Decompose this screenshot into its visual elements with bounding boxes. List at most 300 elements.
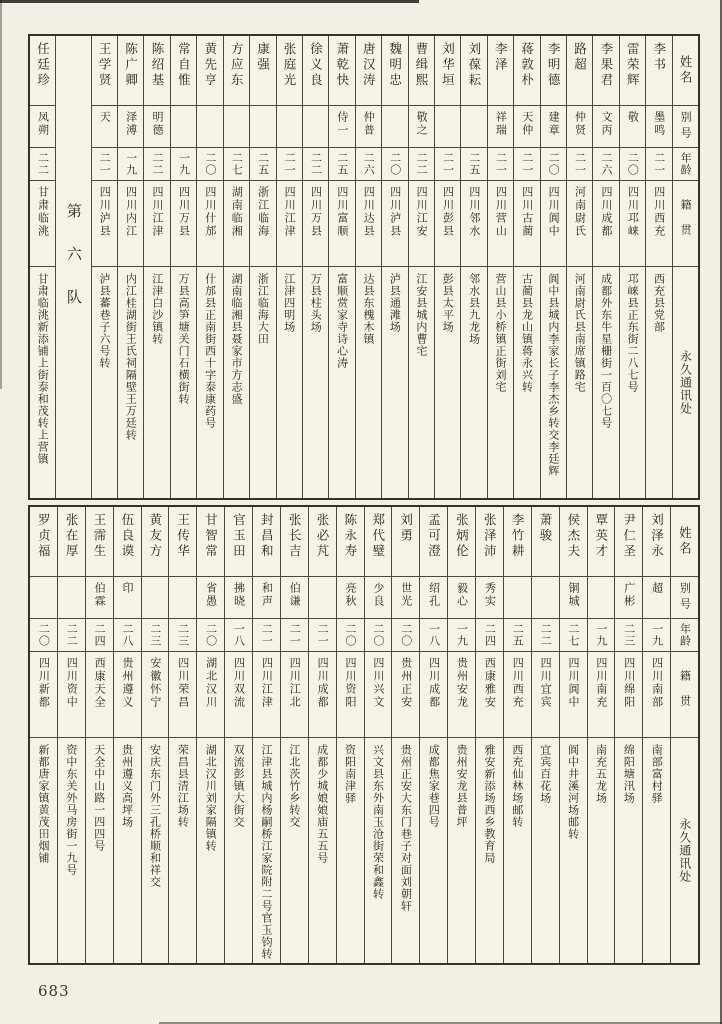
person-address: 河南尉氏县南席镇路宅 — [573, 273, 587, 393]
person-native-place: 西康天全 — [93, 657, 107, 709]
person-alias-cell — [253, 577, 280, 619]
person-address-cell — [144, 267, 169, 498]
person-address: 宜宾百花场 — [538, 744, 552, 804]
person-age: 二〇 — [547, 152, 561, 176]
person-alias: 印 — [120, 582, 134, 595]
person-native-place: 四川江安 — [415, 186, 429, 238]
person-name: 路超 — [572, 42, 588, 73]
person-column — [252, 507, 280, 963]
person-age: 二二 — [36, 152, 50, 176]
person-native-place: 四川富顺 — [335, 186, 349, 238]
page-number: 683 — [38, 982, 70, 1000]
person-name: 覃英才 — [593, 513, 609, 560]
person-age-cell — [144, 148, 169, 181]
person-alias-cell — [435, 106, 460, 148]
person-native-cell — [277, 181, 302, 267]
person-age-cell — [225, 619, 252, 652]
person-name: 徐义良 — [308, 42, 324, 89]
person-address: 江津四明场 — [282, 273, 296, 333]
person-native-cell — [620, 181, 645, 267]
squad-divider-label: 第六队 — [64, 202, 83, 332]
person-alias-cell — [197, 106, 222, 148]
roster-table-top — [28, 34, 700, 500]
person-alias-cell — [281, 577, 308, 619]
person-age-cell — [114, 619, 141, 652]
person-name-cell — [420, 507, 447, 577]
person-name-cell — [435, 36, 460, 106]
person-name-cell — [488, 36, 513, 106]
person-alias: 广彬 — [622, 582, 636, 608]
person-address-cell — [30, 738, 57, 963]
person-column — [503, 507, 531, 963]
person-native-cell — [144, 181, 169, 267]
person-age: 二〇 — [343, 623, 357, 647]
person-name: 王传华 — [175, 513, 191, 560]
person-alias: 铜城 — [566, 582, 580, 608]
person-native-cell — [615, 652, 642, 738]
person-name-cell — [250, 36, 275, 106]
person-alias-cell — [92, 106, 117, 148]
person-age: 二五 — [467, 152, 481, 176]
person-address: 万县柱头场 — [309, 273, 323, 333]
person-address-cell — [309, 738, 336, 963]
person-alias: 泽溥 — [124, 111, 138, 137]
person-address-cell — [169, 738, 196, 963]
person-address-cell — [58, 738, 85, 963]
person-native-place: 四川营山 — [494, 186, 508, 238]
person-name-cell — [169, 507, 196, 577]
person-age: 二七 — [566, 623, 580, 647]
scan-edge-top — [0, 0, 419, 3]
person-name-cell — [365, 507, 392, 577]
person-address-cell — [118, 267, 143, 498]
person-address: 邻水县九龙场 — [467, 273, 481, 345]
person-alias-cell — [567, 106, 592, 148]
person-name-cell — [225, 507, 252, 577]
person-column — [408, 36, 434, 498]
person-age: 二三 — [148, 623, 162, 647]
person-alias: 世光 — [399, 582, 413, 608]
person-alias-cell — [420, 577, 447, 619]
person-alias-cell — [250, 106, 275, 148]
person-alias-cell — [337, 577, 364, 619]
person-address-cell — [567, 267, 592, 498]
person-address-cell — [337, 738, 364, 963]
person-address-cell — [514, 267, 539, 498]
person-name-cell — [92, 36, 117, 106]
header-address-label: 永久通讯处 — [677, 818, 692, 883]
person-name: 雷荣辉 — [625, 42, 641, 89]
person-column — [487, 36, 513, 498]
person-column — [30, 36, 55, 498]
person-address: 彭县太平场 — [441, 273, 455, 333]
person-address-cell — [114, 738, 141, 963]
person-native-place: 四川阆中 — [566, 657, 580, 709]
person-age-cell — [593, 148, 618, 181]
header-name-label: 姓名 — [677, 526, 693, 557]
person-address: 泸县蕃巷子六号转 — [97, 273, 111, 369]
person-name-cell — [560, 507, 587, 577]
person-address-cell — [532, 738, 559, 963]
person-native-place: 贵州正安 — [399, 657, 413, 709]
person-native-place: 四川彭县 — [441, 186, 455, 238]
person-age-cell — [382, 148, 407, 181]
person-native-cell — [281, 652, 308, 738]
person-name: 罗贞福 — [36, 513, 52, 560]
person-alias: 敬之 — [415, 111, 429, 137]
header-age-label: 年龄 — [679, 152, 693, 176]
person-name-cell — [303, 36, 328, 106]
person-age-cell — [329, 148, 354, 181]
person-address-cell — [435, 267, 460, 498]
person-age-cell — [303, 148, 328, 181]
person-name: 李竹耕 — [510, 513, 526, 560]
person-age-cell — [620, 148, 645, 181]
person-age-cell — [646, 148, 671, 181]
person-alias: 建章 — [547, 111, 561, 137]
header-native-label: 籍贯 — [679, 198, 693, 249]
person-native-place: 四川南部 — [650, 657, 664, 709]
person-column — [224, 507, 252, 963]
squad-divider-cell — [56, 36, 90, 498]
person-name: 张泽沛 — [482, 513, 498, 560]
person-alias-cell — [382, 106, 407, 148]
person-column — [328, 36, 354, 498]
person-age: 一九 — [124, 152, 138, 176]
person-address: 阆中县城内李家长子李杰乡转交李廷辉 — [546, 273, 560, 477]
person-native-place: 四川成都 — [599, 186, 613, 238]
person-native-cell — [541, 181, 566, 267]
person-address-cell — [382, 267, 407, 498]
person-age: 二六 — [362, 152, 376, 176]
person-age-cell — [250, 148, 275, 181]
person-name: 康强 — [255, 42, 271, 73]
header-native-cell — [673, 181, 698, 267]
person-address: 成都外东牛星栅街一百〇七号 — [599, 273, 613, 429]
person-native-cell — [365, 652, 392, 738]
person-alias: 仲普 — [362, 111, 376, 137]
person-name-cell — [253, 507, 280, 577]
person-address: 江安县城内曹宅 — [414, 273, 428, 357]
person-column — [308, 507, 336, 963]
person-alias-cell — [171, 106, 196, 148]
person-name-cell — [144, 36, 169, 106]
person-age-cell — [392, 619, 419, 652]
person-column — [460, 36, 486, 498]
header-address-cell — [673, 267, 698, 498]
person-name: 李明德 — [546, 42, 562, 89]
person-name: 唐汉涛 — [361, 42, 377, 89]
person-alias-cell — [646, 106, 671, 148]
header-address-label: 永久通讯处 — [678, 350, 693, 415]
person-name: 孟可澄 — [426, 513, 442, 560]
person-age: 二二 — [309, 152, 323, 176]
person-native-place: 四川江津 — [260, 657, 274, 709]
person-alias-cell — [615, 577, 642, 619]
person-native-cell — [567, 181, 592, 267]
person-native-place: 贵州安龙 — [455, 657, 469, 709]
person-native-place: 四川邻水 — [467, 186, 481, 238]
person-native-place: 四川江津 — [151, 186, 165, 238]
person-address-cell — [560, 738, 587, 963]
scan-edge-left — [0, 0, 2, 389]
person-address-cell — [646, 267, 671, 498]
person-address: 古蔺县龙山镇蒋永兴转 — [520, 273, 534, 393]
person-alias-cell — [224, 106, 249, 148]
person-age-cell — [58, 619, 85, 652]
person-native-place: 四川双流 — [232, 657, 246, 709]
person-alias-cell — [593, 106, 618, 148]
person-address: 贵州正安大东门巷子对面刘朝轩 — [399, 744, 413, 912]
person-native-cell — [58, 652, 85, 738]
person-name-cell — [142, 507, 169, 577]
person-address-cell — [420, 738, 447, 963]
person-age-cell — [224, 148, 249, 181]
person-name-cell — [329, 36, 354, 106]
person-address: 天全中山路一四四号 — [92, 744, 106, 852]
person-address-cell — [197, 738, 224, 963]
person-address: 西充仙林场邮转 — [510, 744, 524, 828]
person-age-cell — [588, 619, 615, 652]
person-address-cell — [448, 738, 475, 963]
person-column — [223, 36, 249, 498]
person-age-cell — [448, 619, 475, 652]
person-name-cell — [476, 507, 503, 577]
person-name: 张庭光 — [282, 42, 298, 89]
person-column — [113, 507, 141, 963]
person-age: 二二 — [415, 152, 429, 176]
header-name-cell — [673, 36, 698, 106]
person-native-place: 四川江北 — [288, 657, 302, 709]
person-alias: 墨鸣 — [652, 111, 666, 137]
person-age: 二一 — [494, 152, 508, 176]
person-age-cell — [253, 619, 280, 652]
person-age-cell — [169, 619, 196, 652]
person-age: 二一 — [520, 152, 534, 176]
person-address-cell — [303, 267, 328, 498]
person-alias-cell — [356, 106, 381, 148]
person-age-cell — [488, 148, 513, 181]
person-address: 泸县通滩场 — [388, 273, 402, 333]
person-native-place: 浙江临海 — [256, 186, 270, 238]
person-native-place: 四川荣昌 — [176, 657, 190, 709]
roster-table-bottom — [28, 505, 700, 965]
person-column — [85, 507, 113, 963]
person-age: 一九 — [177, 152, 191, 176]
header-native-label: 籍贯 — [678, 669, 692, 720]
roster-sheet — [28, 34, 700, 965]
person-alias-cell — [30, 106, 55, 148]
person-address-cell — [253, 738, 280, 963]
person-age-cell — [461, 148, 486, 181]
person-age: 二二 — [65, 623, 79, 647]
person-address: 新都唐家镇黄茂田烟铺 — [37, 744, 51, 864]
person-alias-cell — [86, 577, 113, 619]
person-column — [619, 36, 645, 498]
person-address: 雅安新添场西乡教育局 — [483, 744, 497, 864]
person-age: 二三 — [622, 623, 636, 647]
person-address-cell — [620, 267, 645, 498]
person-native-cell — [92, 181, 117, 267]
person-address-cell — [461, 267, 486, 498]
person-address-cell — [541, 267, 566, 498]
person-native-cell — [420, 652, 447, 738]
header-address-cell — [671, 738, 698, 963]
person-name: 魏明忠 — [387, 42, 403, 89]
person-native-place: 四川万县 — [309, 186, 323, 238]
person-name-cell — [567, 36, 592, 106]
person-name-cell — [58, 507, 85, 577]
person-age-cell — [476, 619, 503, 652]
person-column — [566, 36, 592, 498]
person-native-place: 四川万县 — [177, 186, 191, 238]
person-column — [196, 507, 224, 963]
person-name: 黄友方 — [147, 513, 163, 560]
person-native-place: 四川南充 — [594, 657, 608, 709]
person-name: 李泽 — [493, 42, 509, 73]
person-age: 二〇 — [399, 623, 413, 647]
person-native-cell — [30, 652, 57, 738]
person-name: 张必芃 — [315, 513, 330, 560]
person-age-cell — [92, 148, 117, 181]
person-name-cell — [504, 507, 531, 577]
person-native-cell — [448, 652, 475, 738]
person-alias: 祥瑞 — [494, 111, 508, 137]
person-age-cell — [86, 619, 113, 652]
person-age: 二五 — [256, 152, 270, 176]
person-alias: 毅心 — [455, 582, 469, 608]
person-alias-cell — [643, 577, 670, 619]
person-column — [302, 36, 328, 498]
person-age: 二三 — [176, 623, 190, 647]
person-native-cell — [593, 181, 618, 267]
person-age-cell — [142, 619, 169, 652]
person-age: 二八 — [120, 623, 134, 647]
person-name-cell — [356, 36, 381, 106]
person-column — [475, 507, 503, 963]
person-address-cell — [476, 738, 503, 963]
person-age: 一八 — [232, 623, 246, 647]
person-name-cell — [197, 507, 224, 577]
person-alias: 和声 — [260, 582, 274, 608]
person-address-cell — [409, 267, 434, 498]
person-alias-cell — [541, 106, 566, 148]
person-alias-cell — [409, 106, 434, 148]
header-alias-cell — [673, 106, 698, 148]
person-column — [355, 36, 381, 498]
person-native-cell — [504, 652, 531, 738]
person-address: 江津白沙镇转 — [150, 273, 164, 345]
person-address-cell — [392, 738, 419, 963]
person-native-place: 四川泸县 — [388, 186, 402, 238]
person-native-cell — [476, 652, 503, 738]
person-native-cell — [303, 181, 328, 267]
person-alias: 天仲 — [520, 111, 534, 137]
person-name-cell — [615, 507, 642, 577]
person-address-cell — [92, 267, 117, 498]
person-native-cell — [309, 652, 336, 738]
person-alias: 敬 — [626, 111, 640, 124]
person-native-place: 四川古蔺 — [520, 186, 534, 238]
person-name-cell — [118, 36, 143, 106]
person-column — [170, 36, 196, 498]
person-alias-cell — [588, 577, 615, 619]
person-alias: 天 — [98, 111, 112, 124]
person-address-cell — [356, 267, 381, 498]
person-native-cell — [643, 652, 670, 738]
person-native-cell — [225, 652, 252, 738]
person-address-cell — [615, 738, 642, 963]
person-name: 张在厚 — [64, 513, 80, 560]
person-column — [336, 507, 364, 963]
person-address-cell — [224, 267, 249, 498]
person-column — [592, 36, 618, 498]
person-address-cell — [250, 267, 275, 498]
header-alias-label: 别号 — [679, 110, 693, 143]
person-address-cell — [488, 267, 513, 498]
header-name-cell — [671, 507, 698, 577]
person-name: 陈绍基 — [149, 42, 165, 89]
person-column — [91, 36, 117, 498]
person-name-cell — [409, 36, 434, 106]
person-alias: 少良 — [371, 582, 385, 608]
person-name-cell — [337, 507, 364, 577]
person-age-cell — [435, 148, 460, 181]
person-name: 蒋敦朴 — [519, 42, 535, 89]
person-address-cell — [593, 267, 618, 498]
person-alias-cell — [225, 577, 252, 619]
header-name-label: 姓名 — [678, 55, 694, 86]
table-header-column-bottom — [670, 507, 698, 963]
person-name: 刘勇 — [398, 513, 414, 544]
person-alias-cell — [277, 106, 302, 148]
person-age: 二一 — [316, 623, 330, 647]
person-age-cell — [643, 619, 670, 652]
person-alias-cell — [169, 577, 196, 619]
person-age-cell — [356, 148, 381, 181]
person-address-cell — [365, 738, 392, 963]
person-native-cell — [392, 652, 419, 738]
person-column — [434, 36, 460, 498]
person-native-cell — [250, 181, 275, 267]
person-column — [143, 36, 169, 498]
person-address: 资中东关外马房街一九号 — [64, 744, 78, 876]
person-name: 刘泽永 — [649, 513, 665, 560]
person-age-cell — [30, 619, 57, 652]
person-native-cell — [171, 181, 196, 267]
person-age: 一九 — [455, 623, 469, 647]
header-alias-label: 别号 — [678, 581, 692, 614]
person-native-place: 四川新都 — [37, 657, 51, 709]
person-column — [276, 36, 302, 498]
table-header-column-top — [672, 36, 698, 498]
person-name: 甘智常 — [203, 513, 219, 560]
person-native-cell — [461, 181, 486, 267]
person-address: 荣昌县清江场转 — [176, 744, 190, 828]
person-alias-cell — [620, 106, 645, 148]
person-column — [141, 507, 169, 963]
person-native-place: 四川内江 — [124, 186, 138, 238]
person-age: 二一 — [652, 152, 666, 176]
person-name-cell — [514, 36, 539, 106]
person-age: 二六 — [599, 152, 613, 176]
person-native-cell — [86, 652, 113, 738]
person-alias-cell — [114, 577, 141, 619]
person-column — [531, 507, 559, 963]
squad-divider — [55, 36, 90, 498]
header-age-label: 年龄 — [678, 623, 692, 647]
person-native-place: 四川邛崃 — [626, 186, 640, 238]
